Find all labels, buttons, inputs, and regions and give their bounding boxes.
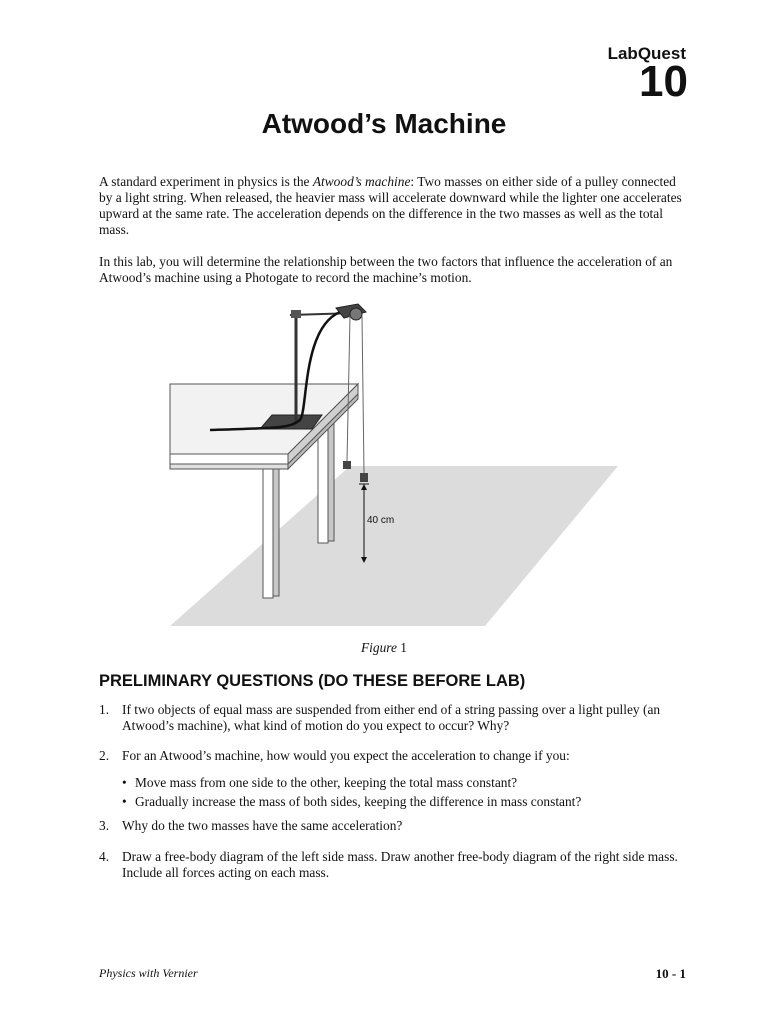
atwood-setup-diagram bbox=[160, 298, 630, 628]
table-leg-back bbox=[318, 423, 328, 543]
question-number: 1. bbox=[99, 702, 110, 717]
chapter-number: 10 bbox=[639, 57, 688, 106]
question-text: For an Atwood’s machine, how would you expect the acceleration to change if you: bbox=[122, 748, 570, 763]
table-leg-front-side bbox=[273, 468, 279, 596]
question-3 bbox=[99, 818, 699, 834]
figure-caption bbox=[0, 640, 768, 656]
mass-right bbox=[360, 473, 368, 482]
question-number: 4. bbox=[99, 849, 110, 864]
string-right bbox=[362, 316, 364, 473]
question-text: Why do the two masses have the same acceleration? bbox=[122, 818, 403, 833]
question-number: 2. bbox=[99, 748, 110, 763]
table-leg-back-side bbox=[328, 423, 334, 541]
intro-text-start: A standard experiment in physics is the bbox=[99, 174, 313, 189]
figure-caption-word: Figure bbox=[361, 640, 397, 655]
page-title: Atwood’s Machine bbox=[261, 108, 507, 139]
bullet-text: Gradually increase the mass of both sides, keeping the difference in mass constant? bbox=[135, 794, 582, 809]
floor-shadow bbox=[170, 466, 618, 626]
table-edge-front bbox=[170, 454, 288, 464]
dimension-label: 40 cm bbox=[367, 515, 395, 526]
question-text: Draw a free-body diagram of the left side mass. Draw another free-body diagram of the right side mass. Include all forces acting on each mass. bbox=[122, 849, 678, 880]
section-heading: PRELIMINARY QUESTIONS (DO THESE BEFORE LAB) bbox=[99, 672, 526, 690]
pulley bbox=[350, 308, 362, 320]
figure-caption-number: 1 bbox=[396, 640, 407, 655]
sub-bullet-1 bbox=[122, 775, 692, 791]
bullet-marker: • bbox=[122, 775, 127, 790]
question-2 bbox=[99, 748, 699, 764]
table-edge-lower bbox=[170, 464, 288, 469]
ring-stand-clamp bbox=[291, 310, 301, 318]
intro-paragraph-2: In this lab, you will determine the relationship between the two factors that influence the acceleration of an Atwood’s machine using a Photogate to record the machine’s motion. bbox=[99, 254, 673, 285]
intro-paragraph-1 bbox=[99, 174, 691, 238]
intro-term-atwood: Atwood’s machine bbox=[312, 174, 411, 189]
question-number: 3. bbox=[99, 818, 110, 833]
question-4 bbox=[99, 849, 699, 881]
bullet-text: Move mass from one side to the other, keeping the total mass constant? bbox=[135, 775, 518, 790]
mass-left bbox=[343, 461, 351, 469]
series-label: LabQuest bbox=[607, 44, 686, 63]
sub-bullet-2 bbox=[122, 794, 692, 810]
table-leg-front bbox=[263, 468, 273, 598]
footer-page-number: 10 - 1 bbox=[655, 966, 686, 981]
question-1 bbox=[99, 702, 699, 734]
question-text: If two objects of equal mass are suspended from either end of a string passing over a light pulley (an Atwood’s machine), what kind of motion do you expect to occur? Why? bbox=[122, 702, 661, 733]
bullet-marker: • bbox=[122, 794, 127, 809]
intro-text-end: : Two masses on either side of a pulley connected by a light string. When released, the heavier mass will accelerate downward while the lighter one accelerates upward at the same rate. The acceleration depends on the difference in the two masses as well as the total mass. bbox=[99, 174, 682, 237]
footer-book-title: Physics with Vernier bbox=[99, 966, 198, 980]
figure-illustration bbox=[160, 298, 630, 628]
